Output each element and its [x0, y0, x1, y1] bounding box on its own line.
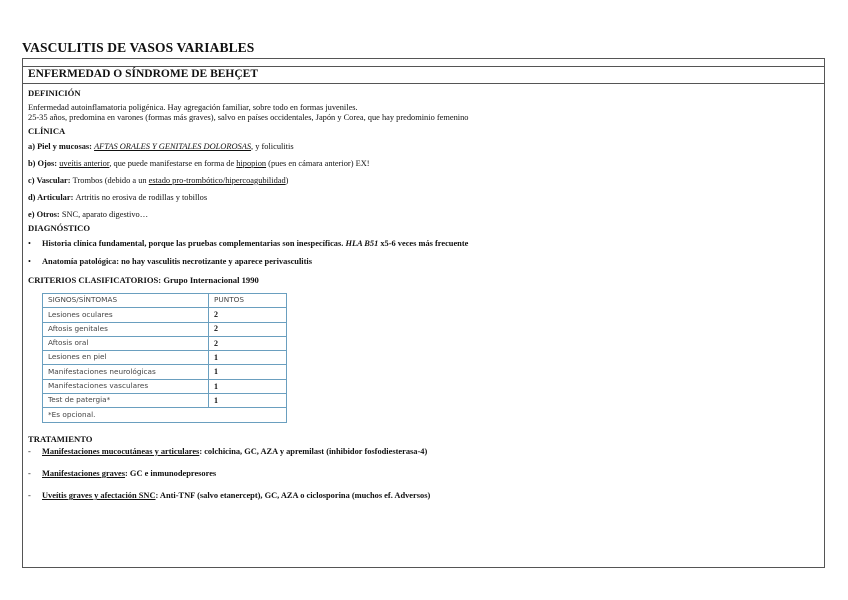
col-header-signs: SIGNOS/SÍNTOMAS	[43, 293, 209, 307]
clinica-item-b-underlined-1: uveítis anterior	[59, 158, 110, 168]
sign-cell: Aftosis oral	[43, 336, 209, 350]
sign-cell: Aftosis genitales	[43, 322, 209, 336]
table-row	[43, 394, 287, 408]
table-row	[43, 351, 287, 365]
sign-cell: Manifestaciones neurológicas	[43, 365, 209, 379]
section-divider	[23, 83, 824, 84]
diagnostico-hla: HLA B51	[345, 239, 379, 249]
clinica-item-d-label: d) Articular:	[28, 193, 76, 203]
table-row	[43, 336, 287, 350]
clinica-item-c-label: c) Vascular:	[28, 175, 73, 185]
clinica-heading: CLÍNICA	[28, 126, 66, 137]
criteria-table-header	[43, 293, 287, 307]
definicion-line-1: Enfermedad autoinflamatoria poligénica. Hay agregación familiar, sobre todo en formas juveniles.	[28, 103, 358, 113]
table-footnote: *Es opcional.	[43, 408, 287, 422]
dash-mark: -	[28, 491, 31, 501]
tratamiento-item-2-underlined: Manifestaciones graves	[42, 469, 126, 479]
clinica-item-b-underlined-2: hipopion	[236, 158, 267, 168]
diagnostico-heading: DIAGNÓSTICO	[28, 223, 91, 234]
sign-cell: Lesiones en piel	[43, 351, 209, 365]
diagnostico-bullet-1-pre: Historia clínica fundamental, porque las pruebas complementarias son inespecíficas.	[42, 239, 346, 249]
clinica-item-d-text: Artritis no erosiva de rodillas y tobillos	[75, 193, 208, 203]
tratamiento-heading: TRATAMIENTO	[28, 433, 93, 444]
tratamiento-item-2-rest: : GC e inmunodepresores	[125, 469, 217, 479]
clinica-item-b	[28, 159, 818, 169]
clinica-item-c-underlined: estado pro-trombótico/hipercoagubilidad	[148, 175, 286, 185]
clinica-item-b-label: b) Ojos:	[28, 158, 60, 168]
clinica-item-b-rest: (pues en cámara anterior) EX!	[266, 158, 370, 168]
points-cell: 1	[209, 351, 287, 365]
content-frame	[22, 58, 825, 568]
sign-cell: Lesiones oculares	[43, 308, 209, 322]
page-title: VASCULITIS DE VASOS VARIABLES	[22, 40, 255, 55]
diagnostico-bullet-1-text	[42, 239, 468, 249]
clinica-item-c-rest: )	[285, 175, 289, 185]
clinica-item-a-rest: , y foliculitis	[251, 141, 294, 151]
top-band	[23, 59, 824, 67]
clinica-item-a	[28, 142, 818, 152]
table-row	[43, 322, 287, 336]
diagnostico-bullet-1	[28, 239, 818, 249]
dash-mark: -	[28, 469, 31, 479]
table-row	[43, 308, 287, 322]
sign-cell: Test de patergia*	[43, 394, 209, 408]
clinica-item-d	[28, 193, 818, 203]
criteria-table	[42, 293, 287, 423]
points-cell: 2	[209, 336, 287, 350]
sign-cell: Manifestaciones vasculares	[43, 379, 209, 393]
criterios-heading: CRITERIOS CLASIFICATORIOS: Grupo Internacional 1990	[28, 274, 259, 285]
table-footnote-row	[43, 408, 287, 422]
tratamiento-item-1-rest: : colchicina, GC, AZA y apremilast (inhibidor fosfodiesterasa-4)	[199, 446, 428, 456]
section-title: ENFERMEDAD O SÍNDROME DE BEHÇET	[28, 68, 259, 80]
points-cell: 1	[209, 365, 287, 379]
clinica-item-a-label: a) Piel y mucosas:	[28, 141, 95, 151]
clinica-item-b-mid: , que puede manifestarse en forma de	[109, 158, 237, 168]
definicion-heading: DEFINICIÓN	[28, 88, 81, 98]
table-row	[43, 365, 287, 379]
section-content	[28, 86, 818, 501]
col-header-points: PUNTOS	[209, 293, 287, 307]
diagnostico-bullet-2-text: Anatomía patológica: no hay vasculitis necrotizante y aparece perivasculitis	[42, 256, 312, 266]
diagnostico-bullet-2	[28, 257, 818, 267]
bullet-mark: •	[28, 256, 31, 266]
points-cell: 1	[209, 394, 287, 408]
clinica-item-c-pre: Trombos (debido a un	[72, 175, 149, 185]
criterios-heading-rest: Grupo Internacional 1990	[163, 274, 259, 285]
clinica-item-a-underlined: AFTAS ORALES Y GENITALES DOLOROSAS	[94, 141, 252, 151]
tratamiento-item-1	[28, 447, 818, 457]
clinica-item-e	[28, 210, 818, 220]
tratamiento-item-3-underlined: Uveítis graves y afectación SNC	[42, 491, 156, 501]
points-cell: 2	[209, 322, 287, 336]
table-row	[43, 379, 287, 393]
tratamiento-item-3	[28, 491, 818, 501]
dash-mark: -	[28, 446, 31, 456]
diagnostico-bullet-1-post: x5-6 veces más frecuente	[378, 239, 469, 249]
points-cell: 2	[209, 308, 287, 322]
definicion-line-2: 25-35 años, predomina en varones (formas más graves), salvo en países occidentales, Japón y Corea, que hay predominio femenino	[28, 113, 469, 123]
tratamiento-item-2	[28, 469, 818, 479]
bullet-mark: •	[28, 239, 31, 249]
tratamiento-item-1-underlined: Manifestaciones mucocutáneas y articulares	[42, 446, 200, 456]
tratamiento-item-3-rest: : Anti-TNF (salvo etanercept), GC, AZA o ciclosporina (muchos ef. Adversos)	[155, 491, 431, 501]
points-cell: 1	[209, 379, 287, 393]
clinica-item-c	[28, 176, 818, 186]
clinica-item-e-text: SNC, aparato digestivo…	[61, 210, 149, 220]
clinica-item-e-label: e) Otros:	[28, 210, 62, 220]
